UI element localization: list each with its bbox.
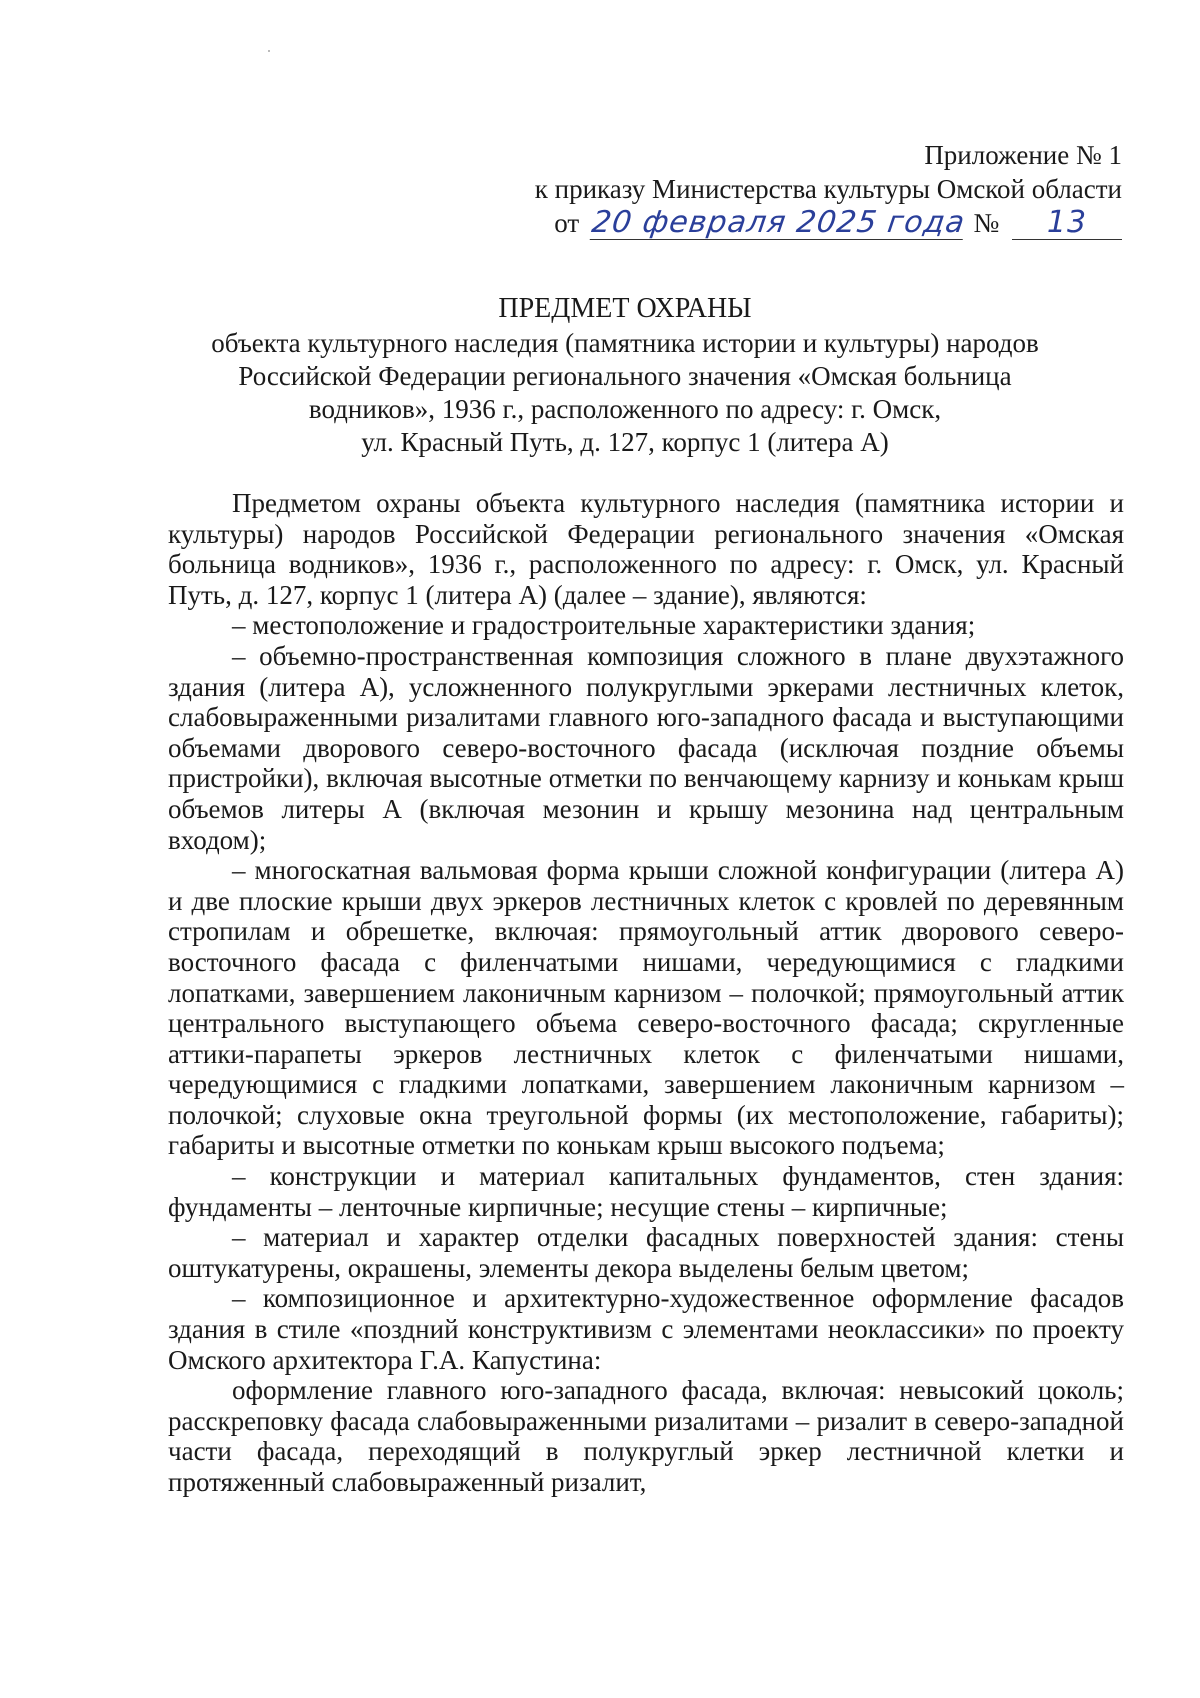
title-heading: ПРЕДМЕТ ОХРАНЫ [498, 293, 752, 324]
facade-southwest-paragraph: оформление главного юго-западного фасада, включая: невысокий цоколь; расскреповку фасада слабовыраженными ризалитами – ризалит в северо-западной части фасада, переходящий в полукруглый эркер лестничной клетки и протяженный слабовыраженный ризалит, [168, 1375, 1124, 1497]
list-item-structures: – конструкции и материал капитальных фундаментов, стен здания: фундаменты – ленточные кирпичные; несущие стены – кирпичные; [168, 1161, 1124, 1222]
appendix-number: Приложение № 1 [924, 140, 1122, 170]
from-label: от [554, 208, 580, 238]
list-item-composition: – объемно-пространственная композиция сложного в плане двухэтажного здания (литера А), усложненного полукруглыми эркерами лестничных клеток, слабовыраженными ризалитами главного юго-западного фасада и выступающими объемами дворового северо-восточного фасада (исключая поздние объемы пристройки), включая высотные отметки по венчающему карнизу и конькам крыш объемов литеры А (включая мезонин и крышу мезонина над центральным входом); [168, 640, 1124, 855]
title-line: Российской Федерации регионального значения «Омская больница [238, 361, 1012, 391]
list-item-facade-design: – композиционное и архитектурно-художественное оформление фасадов здания в стиле «поздний конструктивизм с элементами неоклассики» по проекту Омского архитектора Г.А. Капустина: [168, 1283, 1124, 1375]
order-reference: к приказу Министерства культуры Омской области [534, 174, 1122, 204]
title-line: объекта культурного наследия (памятника истории и культуры) народов [211, 328, 1039, 358]
list-item-roof: – многоскатная вальмовая форма крыши сложной конфигурации (литера А) и две плоские крыши двух эркеров лестничных клеток с кровлей по деревянным стропилам и обрешетке, включая: прямоугольный аттик дворового северо-восточного фасада с филенчатыми нишами, чередующимися с гладкими лопатками, завершением лаконичным карнизом – полочкой; прямоугольный аттик центрального выступающего объема северо-восточного фасада; скругленные аттики-парапеты эркеров лестничных клеток с филенчатыми нишами, чередующимися с гладкими лопатками, завершением лаконичным карнизом – полочкой; слуховые окна треугольной формы (их местоположение, габариты); габариты и высотные отметки по конькам крыш высокого подъема; [168, 855, 1124, 1161]
title-line: ул. Красный Путь, д. 127, корпус 1 (литера А) [361, 427, 889, 457]
list-item-finish: – материал и характер отделки фасадных поверхностей здания: стены оштукатурены, окрашены, элементы декора выделены белым цветом; [168, 1222, 1124, 1283]
number-label: № [973, 208, 1000, 238]
title-line: водников», 1936 г., расположенного по адресу: г. Омск, [308, 394, 942, 424]
document-title [150, 292, 1100, 459]
document-body [168, 488, 1124, 1498]
order-date-line [535, 206, 1122, 240]
handwritten-order-number: 13 [1012, 207, 1122, 240]
list-item-location: – местоположение и градостроительные характеристики здания; [232, 610, 976, 641]
appendix-header [535, 138, 1122, 240]
intro-paragraph: Предметом охраны объекта культурного наследия (памятника истории и культуры) народов Российской Федерации регионального значения «Омская больница водников», 1936 г., расположенного по адресу: г. Омск, ул. Красный Путь, д. 127, корпус 1 (литера А) (далее – здание), являются: [168, 488, 1124, 610]
scan-artifact [268, 50, 270, 52]
handwritten-date: 20 февраля 2025 года [589, 205, 968, 240]
